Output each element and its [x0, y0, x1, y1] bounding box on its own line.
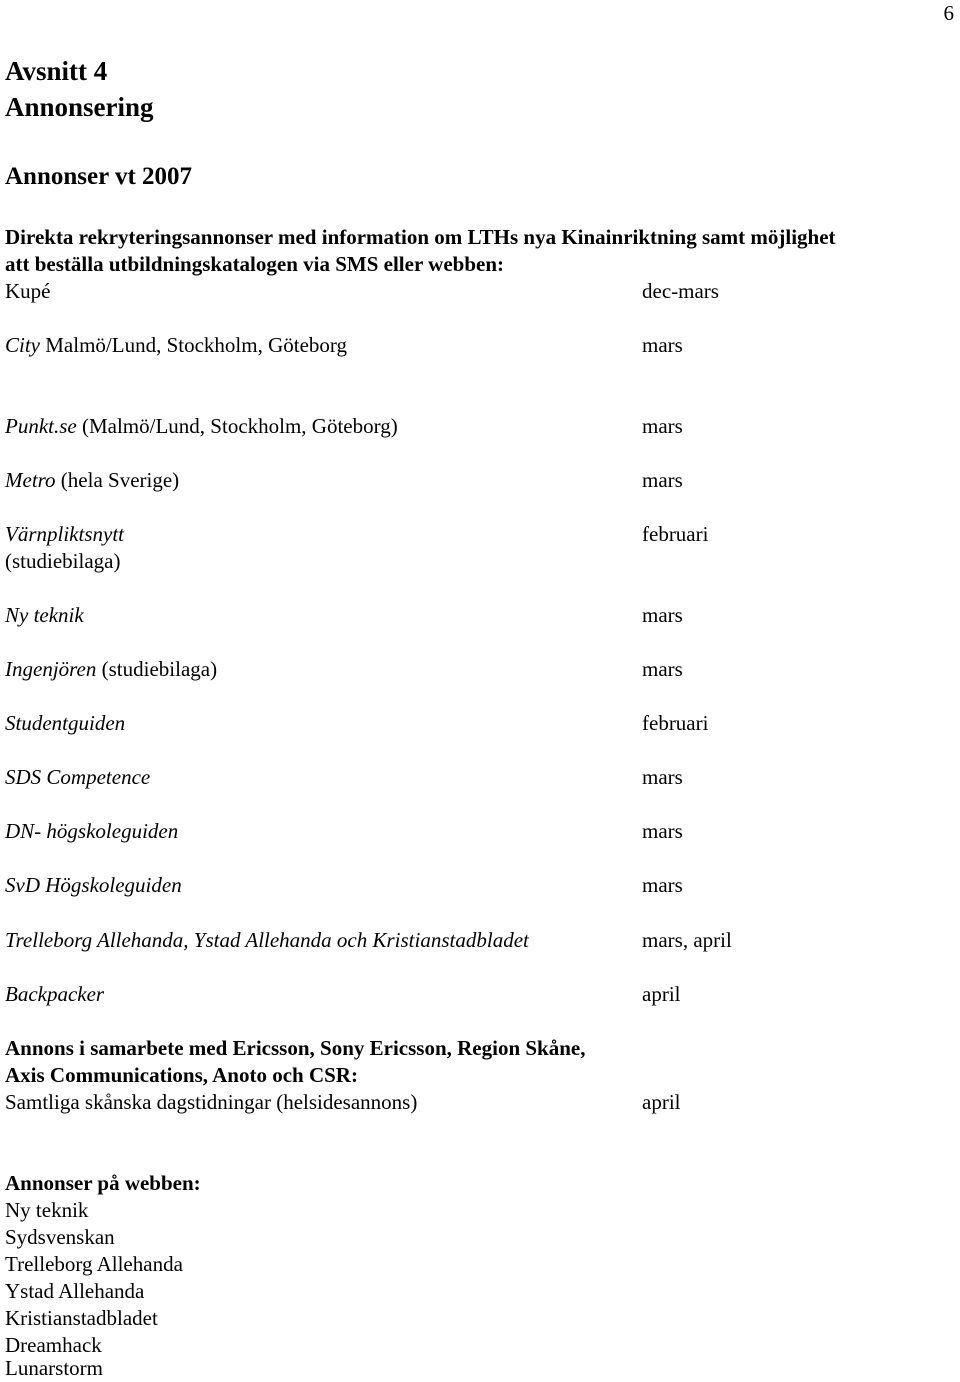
web-item: Dreamhack	[5, 1333, 102, 1357]
ad-name: Backpacker	[5, 982, 105, 1006]
ad-when: mars	[642, 603, 683, 627]
ad-name: Ny teknik	[5, 603, 84, 627]
section-name: Annonsering	[5, 92, 154, 122]
ad-row	[5, 467, 179, 494]
ad-row	[5, 332, 347, 359]
web-item: Trelleborg Allehanda	[5, 1252, 183, 1276]
ad-when: mars	[642, 765, 683, 789]
ad-name: Ingenjören	[5, 657, 97, 681]
ad-when: april	[642, 982, 681, 1006]
ad-detail: (studiebilaga)	[96, 657, 218, 681]
page-number: 6	[943, 1, 954, 25]
subtitle: Annonser vt 2007	[5, 163, 193, 190]
ad-when: februari	[642, 711, 709, 735]
ad-when: dec-mars	[642, 279, 719, 303]
ad-when: februari	[642, 522, 709, 546]
ad-name: DN- högskoleguiden	[5, 819, 179, 843]
ad-when: mars, april	[642, 928, 732, 952]
ad-when: mars	[642, 468, 683, 492]
intro-line-1: Direkta rekryteringsannonser med information om LTHs nya Kinainriktning samt möjlighet	[5, 225, 836, 249]
ad-detail: (Malmö/Lund, Stockholm, Göteborg)	[76, 414, 398, 438]
ad-when: mars	[642, 873, 683, 897]
web-item: Sydsvenskan	[5, 1225, 115, 1249]
ad-row	[5, 413, 398, 440]
cooperation-when: april	[642, 1090, 681, 1114]
ad-name: Värnpliktsnytt	[5, 522, 124, 546]
ad-name: City	[5, 333, 40, 357]
ad-name: SvD Högskoleguiden	[5, 873, 182, 897]
web-item: Ny teknik	[5, 1198, 89, 1222]
cooperation-line-2: Axis Communications, Anoto och CSR:	[5, 1063, 358, 1087]
web-item: Ystad Allehanda	[5, 1279, 145, 1303]
ad-name: SDS Competence	[5, 765, 151, 789]
cooperation-item: Samtliga skånska dagstidningar (helsidesannons)	[5, 1090, 418, 1114]
ad-name: Kupé	[5, 279, 51, 303]
ad-when: mars	[642, 819, 683, 843]
section-title: Avsnitt 4	[5, 56, 108, 86]
ad-when: mars	[642, 657, 683, 681]
web-item: Kristianstadbladet	[5, 1306, 158, 1330]
ad-name: Studentguiden	[5, 711, 126, 735]
ad-name: Metro	[5, 468, 56, 492]
web-heading: Annonser på webben:	[5, 1171, 201, 1195]
web-item: Lunarstorm	[5, 1356, 103, 1380]
ad-detail: (studiebilaga)	[5, 549, 121, 573]
ad-detail: (hela Sverige)	[55, 468, 180, 492]
ad-row	[5, 656, 217, 683]
ad-when: mars	[642, 333, 683, 357]
ad-when: mars	[642, 414, 683, 438]
cooperation-line-1: Annons i samarbete med Ericsson, Sony Ericsson, Region Skåne,	[5, 1036, 586, 1060]
intro-line-2: att beställa utbildningskatalogen via SMS eller webben:	[5, 252, 504, 276]
ad-name: Trelleborg Allehanda, Ystad Allehanda och Kristianstadbladet	[5, 928, 529, 952]
ad-name: Punkt.se	[5, 414, 77, 438]
ad-detail: Malmö/Lund, Stockholm, Göteborg	[40, 333, 348, 357]
